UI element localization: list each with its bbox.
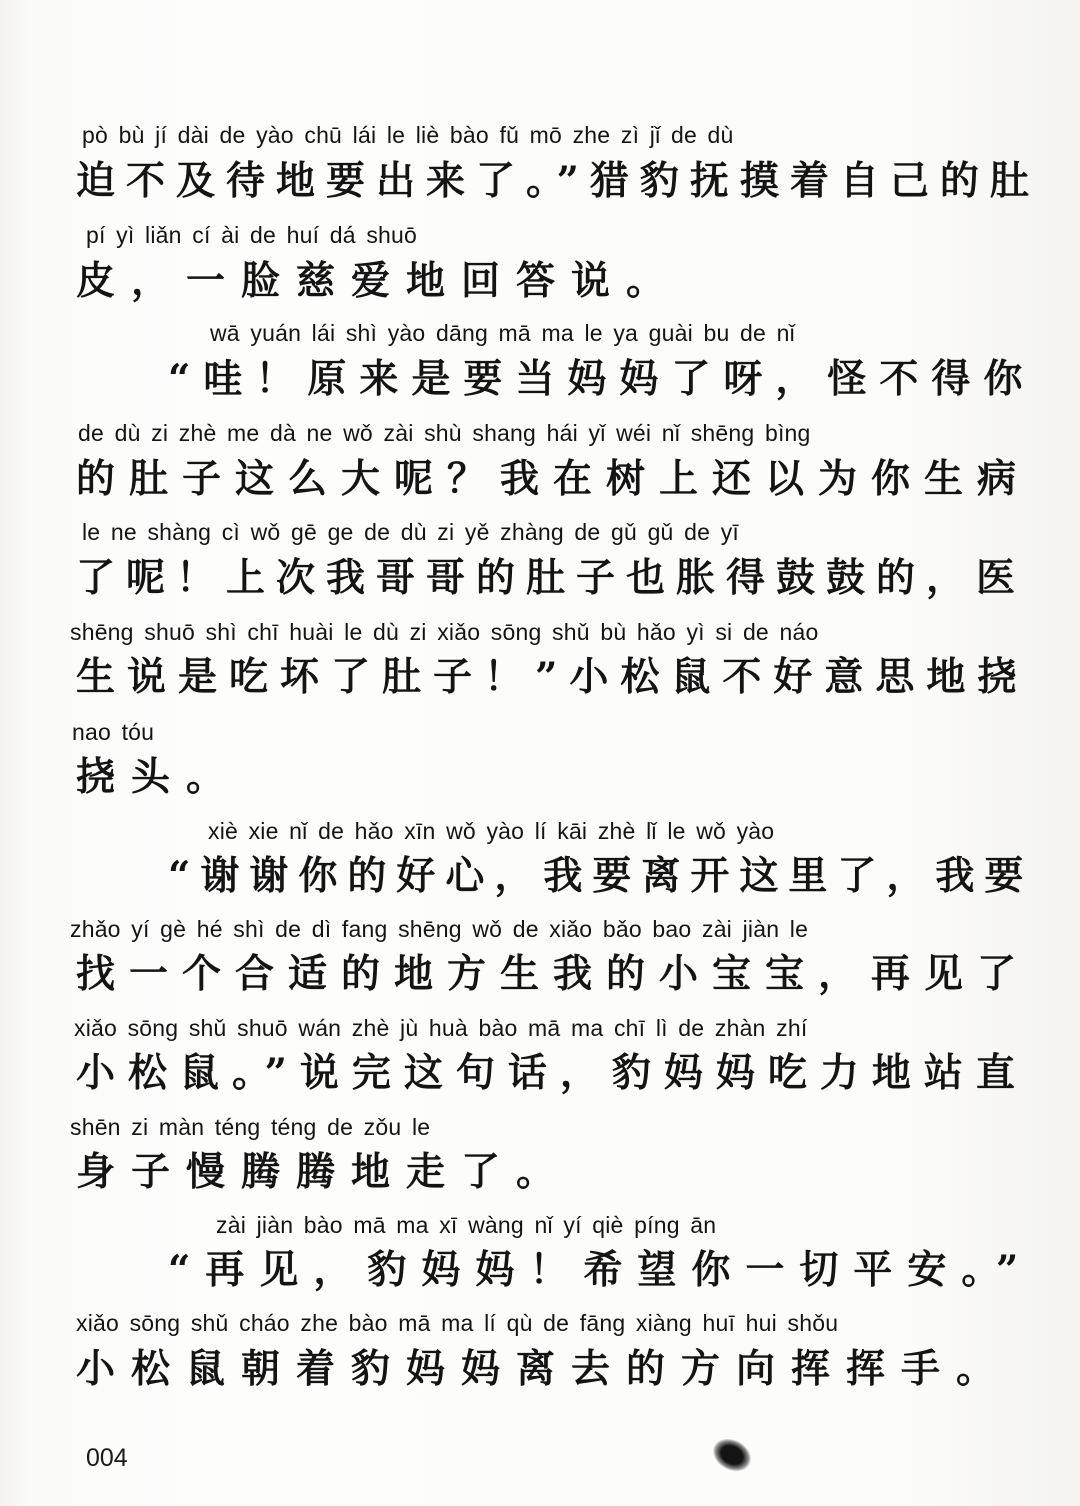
pinyin-line-6: shēng shuō shì chī huài le dù zi xiǎo sōng shǔ bù hǎo yì si de náo xyxy=(70,619,819,645)
text-line-6: 生说是吃坏了肚子！”小松鼠不好意思地挠 xyxy=(76,654,1029,700)
pinyin-line-9: zhǎo yí gè hé shì de dì fang shēng wǒ de xiǎo bǎo bao zài jiàn le xyxy=(70,916,809,942)
pinyin-line-7: nao tóu xyxy=(72,719,155,745)
text-line-10: 小松鼠。”说完这句话，豹妈妈吃力地站直 xyxy=(76,1050,1028,1096)
text-line-2: 皮，一脸慈爱地回答说。 xyxy=(76,258,682,304)
text-line-11: 身子慢腾腾地走了。 xyxy=(76,1149,572,1195)
page-number: 004 xyxy=(86,1444,128,1472)
pinyin-line-11: shēn zi màn téng téng de zǒu le xyxy=(70,1114,431,1140)
text-line-7: 挠头。 xyxy=(76,754,242,800)
pinyin-line-12: zài jiàn bào mā ma xī wàng nǐ yí qiè píng ān xyxy=(216,1212,717,1238)
pinyin-line-1: pò bù jí dài de yào chū lái le liè bào fǔ mō zhe zì jǐ de dù xyxy=(82,122,734,148)
text-line-8: “谢谢你的好心，我要离开这里了，我要 xyxy=(168,853,1034,899)
text-line-5: 了呢！上次我哥哥的肚子也胀得鼓鼓的，医 xyxy=(76,555,1027,601)
text-line-1: 迫不及待地要出来了。”猎豹抚摸着自己的肚 xyxy=(76,158,1040,204)
pinyin-line-3: wā yuán lái shì yào dāng mā ma le ya guài bu de nǐ xyxy=(210,320,795,346)
pinyin-line-2: pí yì liǎn cí ài de huí dá shuō xyxy=(86,222,418,248)
text-line-12: “再见，豹妈妈！希望你一切平安。” xyxy=(168,1247,1034,1293)
pinyin-line-8: xiè xie nǐ de hǎo xīn wǒ yào lí kāi zhè lǐ le wǒ yào xyxy=(208,818,775,844)
pinyin-line-5: le ne shàng cì wǒ gē ge de dù zi yě zhàng de gǔ gǔ de yī xyxy=(82,519,740,545)
text-line-4: 的肚子这么大呢？我在树上还以为你生病 xyxy=(76,456,1031,502)
pinyin-line-10: xiǎo sōng shǔ shuō wán zhè jù huà bào mā ma chī lì de zhàn zhí xyxy=(74,1015,808,1041)
pinyin-line-4: de dù zi zhè me dà ne wǒ zài shù shang hái yǐ wéi nǐ shēng bìng xyxy=(78,420,811,446)
text-line-13: 小松鼠朝着豹妈妈离去的方向挥挥手。 xyxy=(76,1346,1012,1392)
ink-blot xyxy=(707,1432,756,1477)
pinyin-line-13: xiǎo sōng shǔ cháo zhe bào mā ma lí qù de fāng xiàng huī hui shǒu xyxy=(76,1310,839,1336)
text-line-3: “哇！原来是要当妈妈了呀，怪不得你 xyxy=(168,356,1036,402)
text-line-9: 找一个合适的地方生我的小宝宝，再见了 xyxy=(76,951,1031,997)
